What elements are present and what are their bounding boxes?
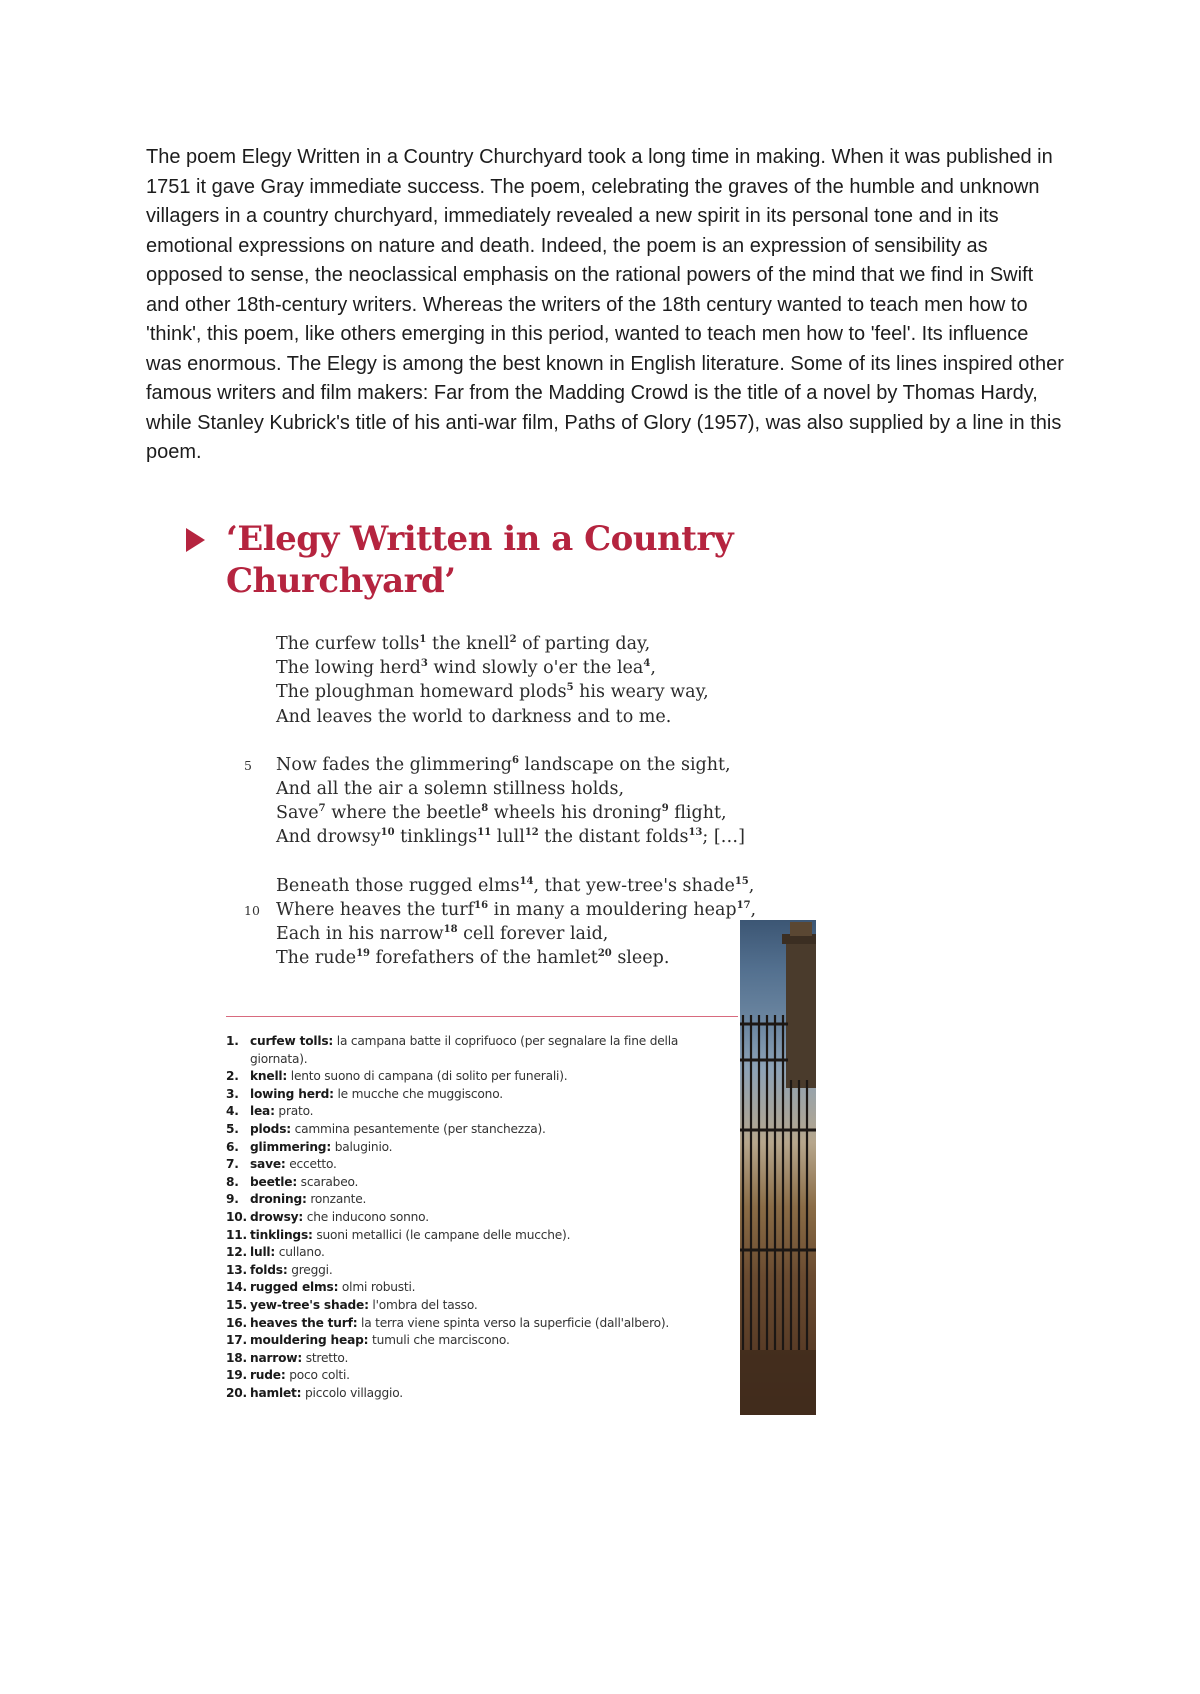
glossary-item: [226, 1156, 706, 1174]
glossary-item: [226, 1209, 706, 1227]
glossary-number: 1.: [226, 1034, 239, 1048]
glossary-term: knell:: [250, 1069, 288, 1084]
glossary-term: folds:: [250, 1262, 288, 1277]
glossary-definition: cullano.: [275, 1245, 325, 1260]
painting-graphic: [740, 920, 816, 1415]
footnote-ref: 4: [643, 658, 651, 670]
glossary-number: 7.: [226, 1157, 239, 1172]
line-text: ,: [748, 875, 755, 896]
line-text: , that yew-tree's shade: [533, 875, 735, 896]
glossary-item: [226, 1068, 706, 1086]
glossary-term: lowing herd:: [250, 1086, 334, 1101]
line-text: The lowing herd: [276, 658, 421, 679]
glossary-term: yew-tree's shade:: [250, 1297, 369, 1312]
glossary-number: 17.: [226, 1333, 247, 1348]
glossary-term: lull:: [250, 1245, 276, 1260]
stanza: [230, 753, 750, 850]
glossary-term: droning:: [250, 1192, 307, 1207]
line-text: landscape on the sight,: [518, 754, 731, 775]
line-text: ,: [650, 658, 656, 679]
glossary-definition: greggi.: [287, 1262, 333, 1277]
footnote-ref: 8: [481, 803, 489, 815]
glossary-term: hamlet:: [250, 1385, 302, 1400]
footnote-divider: [226, 1016, 738, 1017]
footnote-ref: 19: [356, 948, 370, 960]
glossary-definition: piccolo villaggio.: [301, 1385, 403, 1400]
glossary-number: 16.: [226, 1315, 247, 1330]
glossary-item: [226, 1350, 706, 1368]
glossary-item: [226, 1121, 706, 1139]
glossary-term: tinklings:: [250, 1227, 313, 1242]
glossary-number: 5.: [226, 1121, 239, 1136]
glossary-number: 3.: [226, 1086, 239, 1101]
footnote-ref: 18: [443, 924, 458, 936]
stanza: [230, 632, 750, 729]
line-text: forefathers of the hamlet: [369, 948, 598, 969]
poem-line: [230, 874, 755, 898]
intro-text: [146, 143, 1066, 468]
footnote-ref: 17: [736, 899, 751, 911]
line-text: ,: [750, 899, 757, 920]
glossary-definition: suoni metallici (le campane delle mucche).: [312, 1227, 571, 1242]
glossary-item: [226, 1244, 706, 1262]
glossary-number: 9.: [226, 1192, 239, 1207]
play-arrow-icon: [186, 528, 205, 552]
glossary-item: [226, 1103, 706, 1121]
glossary-term: beetle:: [250, 1174, 297, 1189]
glossary-definition: le mucche che muggiscono.: [333, 1086, 503, 1101]
glossary-definition: l'ombra del tasso.: [368, 1297, 478, 1312]
line-text: of parting day,: [516, 634, 651, 654]
poem-title: ‘Elegy Written in a Country Churchyard’: [226, 519, 734, 601]
glossary-item: [226, 1367, 706, 1385]
line-text: The ploughman homeward plods: [276, 682, 567, 703]
line-text: And all the air a solemn stillness holds,: [276, 778, 625, 799]
glossary-number: 19.: [226, 1368, 247, 1383]
poem-line: [230, 632, 750, 656]
glossary-number: 4.: [226, 1104, 239, 1119]
glossary-number: 18.: [226, 1350, 247, 1365]
glossary-item: [226, 1033, 706, 1068]
glossary-definition: la terra viene spinta verso la superficie (dall'albero).: [357, 1315, 670, 1330]
line-text: The rude: [276, 948, 357, 969]
glossary-item: [226, 1191, 706, 1209]
footnote-ref: 14: [519, 875, 534, 887]
footnote-ref: 12: [524, 827, 539, 839]
glossary-item: [226, 1297, 706, 1315]
glossary-item: [226, 1279, 706, 1297]
poem-line: [230, 777, 750, 801]
glossary-number: 13.: [226, 1262, 247, 1277]
glossary-definition: tumuli che marciscono.: [368, 1333, 510, 1348]
line-text: The curfew tolls: [276, 634, 420, 654]
poem-body: [230, 632, 757, 994]
glossary-definition: poco colti.: [285, 1368, 350, 1383]
line-text: wheels his droning: [488, 803, 662, 824]
glossary-definition: prato.: [274, 1104, 314, 1119]
glossary-number: 20.: [226, 1385, 247, 1400]
glossary-item: [226, 1262, 706, 1280]
footnote-ref: 6: [512, 754, 519, 766]
glossary-number: 12.: [226, 1245, 247, 1260]
glossary-item: [226, 1332, 706, 1350]
line-text: ; […]: [702, 827, 745, 848]
line-text: tinklings: [394, 827, 478, 848]
glossary-term: lea:: [250, 1104, 275, 1119]
footnote-ref: 9: [661, 803, 669, 815]
line-text: Where heaves the turf: [276, 899, 475, 920]
poem-line: [230, 825, 750, 849]
intro-paragraph: The poem Elegy Written in a Country Churchyard took a long time in making. When it was published in 1751 it gave Gray immediate success. The poem, celebrating the graves of the humble and unknown villagers in a country churchyard, immediately revealed a new spirit in its personal tone and in its emotional expressions on nature and death. Indeed, the poem is an expression of sensibility as opposed to sense, the neoclassical emphasis on the rational powers of the mind that we find in Swift and other 18th-century writers. Whereas the writers of the 18th century wanted to teach men how to 'think', this poem, like others emerging in this period, wanted to teach men how to 'feel'. Its influence was enormous. The Elegy is among the best known in English literature. Some of its lines inspired other famous writers and film makers: Far from the Madding Crowd is the title of a novel by Thomas Hardy, while Stanley Kubrick's title of his anti-war film, Paths of Glory (1957), was also supplied by a line in this poem.: [146, 146, 1064, 463]
glossary-definition: che inducono sonno.: [303, 1209, 429, 1224]
glossary-term: glimmering:: [250, 1139, 332, 1154]
line-text: sleep.: [611, 948, 670, 969]
line-number: 10: [244, 902, 260, 918]
glossary-item: [226, 1086, 706, 1104]
footnote-ref: 5: [566, 682, 574, 694]
line-text: cell forever laid,: [457, 923, 609, 944]
glossary-item: [226, 1227, 706, 1245]
glossary-item: [226, 1385, 706, 1403]
glossary-definition: baluginio.: [331, 1139, 393, 1154]
glossary-number: 15.: [226, 1297, 247, 1312]
glossary-definition: lento suono di campana (di solito per funerali).: [287, 1069, 568, 1084]
line-text: the distant folds: [538, 827, 689, 848]
glossary-definition: eccetto.: [285, 1157, 337, 1172]
poem-line: [230, 946, 750, 970]
footnote-ref: 10: [380, 827, 395, 839]
glossary-term: rude:: [250, 1368, 286, 1383]
glossary-definition: la campana batte il coprifuoco (per segnalare la fine della giornata).: [250, 1034, 679, 1066]
glossary-definition: stretto.: [302, 1350, 349, 1365]
glossary-number: 11.: [226, 1227, 247, 1242]
line-text: Each in his narrow: [276, 923, 444, 944]
footnote-ref: 3: [420, 658, 428, 670]
line-text: his weary way,: [573, 682, 709, 703]
line-text: wind slowly o'er the lea: [427, 658, 644, 679]
line-text: the knell: [426, 634, 510, 654]
glossary-term: narrow:: [250, 1350, 303, 1365]
line-text: And leaves the world to darkness and to me.: [276, 706, 672, 727]
glossary-term: plods:: [250, 1121, 291, 1136]
glossary-definition: scarabeo.: [297, 1174, 359, 1189]
glossary-term: save:: [250, 1157, 286, 1172]
poem-line: [230, 753, 750, 777]
footnote-ref: 13: [688, 827, 703, 839]
footnote-ref: 7: [318, 803, 326, 815]
glossary-number: 10.: [226, 1209, 247, 1224]
poem-line: [230, 801, 750, 825]
glossary-term: drowsy:: [250, 1209, 304, 1224]
glossary-term: curfew tolls:: [250, 1034, 334, 1048]
poem-line: [230, 656, 750, 680]
glossary-term: heaves the turf:: [250, 1315, 358, 1330]
glossary-list: [226, 1033, 706, 1402]
glossary-definition: ronzante.: [306, 1192, 367, 1207]
footnote-ref: 16: [474, 899, 489, 911]
footnote-ref: 20: [597, 948, 612, 960]
glossary-number: 6.: [226, 1139, 239, 1154]
glossary-item: [226, 1174, 706, 1192]
line-text: flight,: [668, 803, 727, 824]
stanza: [230, 874, 757, 971]
poem-line: [230, 705, 750, 729]
line-text: lull: [491, 827, 525, 848]
line-number: 5: [244, 757, 252, 773]
glossary-item: [226, 1139, 706, 1157]
poem-line: [230, 922, 750, 946]
glossary-term: rugged elms:: [250, 1280, 339, 1295]
glossary-item: [226, 1315, 706, 1333]
glossary-number: 2.: [226, 1069, 239, 1084]
glossary-term: mouldering heap:: [250, 1333, 369, 1348]
footnote-ref: 2: [509, 634, 517, 646]
line-text: Save: [276, 803, 319, 824]
poem-line: [230, 898, 757, 922]
glossary-number: 8.: [226, 1174, 239, 1189]
churchyard-painting: [740, 920, 816, 1415]
glossary-number: 14.: [226, 1280, 247, 1295]
line-text: Now fades the glimmering: [276, 754, 513, 775]
line-text: where the beetle: [325, 803, 482, 824]
footnote-ref: 15: [734, 875, 749, 887]
poem-line: [230, 680, 750, 704]
glossary-definition: olmi robusti.: [338, 1280, 416, 1295]
line-text: And drowsy: [276, 827, 381, 848]
line-text: in many a mouldering heap: [488, 899, 737, 920]
footnote-ref: 1: [419, 634, 427, 646]
line-text: Beneath those rugged elms: [276, 875, 520, 896]
glossary-definition: cammina pesantemente (per stanchezza).: [290, 1121, 546, 1136]
footnote-ref: 11: [477, 827, 492, 839]
